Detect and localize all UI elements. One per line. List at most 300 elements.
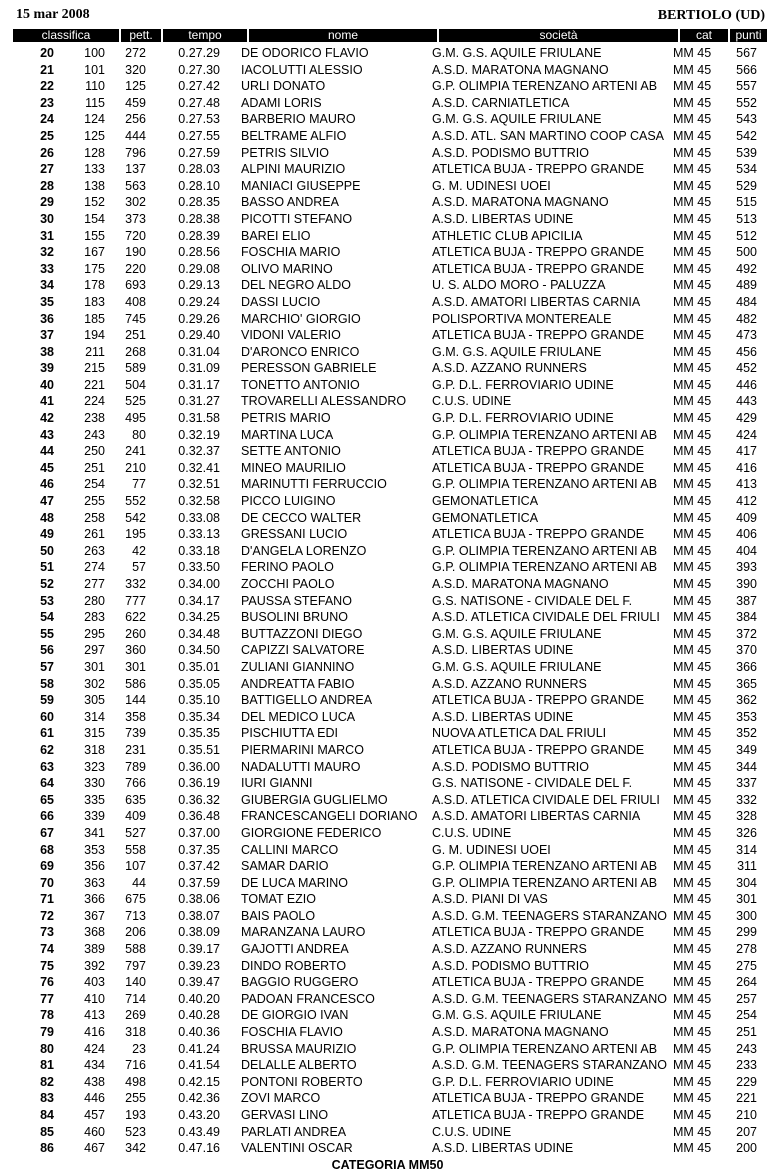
- category-cell: MM 45: [673, 875, 712, 890]
- time-cell: 0.28.03: [178, 162, 220, 177]
- time-cell: 0.37.59: [178, 875, 220, 890]
- category-cell: MM 45: [673, 311, 712, 326]
- club-cell: ATHLETIC CLUB APICILIA: [432, 228, 583, 243]
- club-cell: G.M. G.S. AQUILE FRIULANE: [432, 659, 602, 674]
- points-cell: 243: [736, 1041, 757, 1056]
- points-cell: 473: [736, 328, 757, 343]
- category-cell: MM 45: [673, 62, 712, 77]
- position-cell: 128: [84, 145, 105, 160]
- club-cell: A.S.D. PODISMO BUTTRIO: [432, 145, 589, 160]
- table-row: [0, 95, 775, 112]
- bib-cell: 796: [125, 145, 146, 160]
- name-cell: SETTE ANTONIO: [241, 444, 341, 459]
- points-cell: 233: [736, 1058, 757, 1073]
- rank-cell: 59: [40, 693, 54, 708]
- time-cell: 0.29.40: [178, 328, 220, 343]
- position-cell: 124: [84, 112, 105, 127]
- rank-cell: 64: [40, 776, 54, 791]
- rank-cell: 45: [40, 460, 54, 475]
- time-cell: 0.33.50: [178, 560, 220, 575]
- position-cell: 356: [84, 859, 105, 874]
- name-cell: PAUSSA STEFANO: [241, 593, 352, 608]
- position-cell: 353: [84, 842, 105, 857]
- rank-cell: 53: [40, 593, 54, 608]
- name-cell: ANDREATTA FABIO: [241, 676, 355, 691]
- bib-cell: 504: [125, 377, 146, 392]
- club-cell: NUOVA ATLETICA DAL FRIULI: [432, 726, 607, 741]
- points-cell: 404: [736, 543, 757, 558]
- bib-cell: 342: [125, 1141, 146, 1156]
- rank-cell: 39: [40, 361, 54, 376]
- rank-cell: 42: [40, 411, 54, 426]
- category-cell: MM 45: [673, 278, 712, 293]
- name-cell: PICCO LUIGINO: [241, 494, 336, 509]
- points-cell: 299: [736, 925, 757, 940]
- rank-cell: 65: [40, 792, 54, 807]
- bib-cell: 193: [125, 1108, 146, 1122]
- points-cell: 429: [736, 411, 757, 426]
- table-row: [0, 626, 775, 643]
- time-cell: 0.35.51: [178, 742, 220, 757]
- column-header-nome: nome: [248, 28, 438, 43]
- position-cell: 446: [84, 1091, 105, 1106]
- position-cell: 194: [84, 328, 105, 343]
- time-cell: 0.42.15: [178, 1074, 220, 1089]
- name-cell: BELTRAME ALFIO: [241, 128, 347, 143]
- category-cell: MM 45: [673, 742, 712, 757]
- club-cell: G.M. G.S. AQUILE FRIULANE: [432, 626, 602, 641]
- rank-cell: 38: [40, 344, 54, 359]
- category-cell: MM 45: [673, 859, 712, 874]
- table-row: [0, 410, 775, 427]
- points-cell: 326: [736, 825, 757, 840]
- bib-cell: 140: [125, 975, 146, 990]
- bib-cell: 241: [125, 444, 146, 459]
- position-cell: 457: [84, 1108, 105, 1122]
- rank-cell: 58: [40, 676, 54, 691]
- club-cell: A.S.D. AZZANO RUNNERS: [432, 942, 587, 957]
- name-cell: PONTONI ROBERTO: [241, 1074, 363, 1089]
- points-cell: 406: [736, 527, 757, 542]
- club-cell: G.M. G.S. AQUILE FRIULANE: [432, 344, 602, 359]
- bib-cell: 190: [125, 245, 146, 260]
- time-cell: 0.32.41: [178, 460, 220, 475]
- position-cell: 416: [84, 1025, 105, 1040]
- time-cell: 0.38.09: [178, 925, 220, 940]
- rank-cell: 31: [40, 228, 54, 243]
- table-row: [0, 941, 775, 958]
- rank-cell: 49: [40, 527, 54, 542]
- bib-cell: 739: [125, 726, 146, 741]
- time-cell: 0.34.00: [178, 577, 220, 591]
- position-cell: 110: [85, 79, 105, 94]
- column-header-punti: punti: [729, 28, 768, 43]
- time-cell: 0.27.30: [178, 62, 220, 77]
- points-cell: 264: [736, 975, 757, 990]
- category-cell: MM 45: [673, 195, 712, 210]
- table-row: [0, 62, 775, 79]
- points-cell: 542: [736, 128, 757, 143]
- name-cell: FOSCHIA FLAVIO: [241, 1025, 343, 1040]
- time-cell: 0.34.48: [178, 626, 220, 641]
- bib-cell: 542: [125, 510, 146, 525]
- position-cell: 243: [84, 427, 105, 442]
- table-row: [0, 228, 775, 245]
- position-cell: 335: [84, 792, 105, 807]
- rank-cell: 21: [40, 62, 54, 77]
- category-cell: MM 45: [673, 361, 712, 376]
- points-cell: 534: [736, 162, 757, 177]
- bib-cell: 563: [125, 178, 146, 193]
- points-cell: 337: [736, 776, 757, 791]
- position-cell: 302: [84, 676, 105, 691]
- club-cell: A.S.D. LIBERTAS UDINE: [432, 643, 574, 658]
- points-cell: 366: [736, 659, 757, 674]
- points-cell: 424: [736, 427, 757, 442]
- points-cell: 304: [736, 875, 757, 890]
- race-location: BERTIOLO (UD): [657, 8, 765, 23]
- club-cell: A.S.D. PODISMO BUTTRIO: [432, 759, 589, 774]
- club-cell: C.U.S. UDINE: [432, 825, 512, 840]
- position-cell: 155: [84, 228, 105, 243]
- rank-cell: 55: [40, 626, 54, 641]
- table-row: [0, 194, 775, 211]
- table-row: [0, 808, 775, 825]
- club-cell: ATLETICA BUJA - TREPPO GRANDE: [432, 742, 645, 757]
- name-cell: MINEO MAURILIO: [241, 460, 346, 475]
- time-cell: 0.37.35: [178, 842, 220, 857]
- table-row: [0, 974, 775, 991]
- points-cell: 332: [736, 792, 757, 807]
- column-header-classifica: classifica: [12, 28, 120, 43]
- rank-cell: 36: [40, 311, 54, 326]
- rank-cell: 37: [40, 328, 54, 343]
- points-cell: 353: [736, 709, 757, 724]
- rank-cell: 40: [40, 377, 54, 392]
- rank-cell: 27: [40, 162, 54, 177]
- position-cell: 183: [84, 294, 105, 309]
- bib-cell: 373: [125, 211, 146, 226]
- time-cell: 0.32.58: [178, 494, 220, 509]
- category-cell: MM 45: [673, 411, 712, 426]
- points-cell: 484: [736, 294, 757, 309]
- bib-cell: 320: [125, 62, 146, 77]
- time-cell: 0.35.01: [178, 659, 220, 674]
- name-cell: MARTINA LUCA: [241, 427, 334, 442]
- club-cell: GEMONATLETICA: [432, 494, 539, 509]
- bib-cell: 552: [125, 494, 146, 509]
- bib-cell: 588: [125, 942, 146, 957]
- rank-cell: 75: [40, 958, 54, 973]
- category-cell: MM 45: [673, 709, 712, 724]
- position-cell: 297: [84, 643, 105, 658]
- rank-cell: 73: [40, 925, 54, 940]
- table-row: [0, 692, 775, 709]
- name-cell: BAIS PAOLO: [241, 908, 316, 923]
- table-row: [0, 327, 775, 344]
- club-cell: A.S.D. PODISMO BUTTRIO: [432, 958, 589, 973]
- points-cell: 384: [736, 610, 757, 625]
- position-cell: 115: [85, 95, 105, 110]
- position-cell: 460: [84, 1124, 105, 1139]
- points-cell: 301: [736, 892, 757, 907]
- table-row: [0, 111, 775, 128]
- position-cell: 315: [84, 726, 105, 741]
- table-row: [0, 344, 775, 361]
- name-cell: GERVASI LINO: [241, 1108, 329, 1122]
- name-cell: MARINUTTI FERRUCCIO: [241, 477, 387, 492]
- table-row: [0, 360, 775, 377]
- bib-cell: 42: [132, 543, 146, 558]
- position-cell: 211: [85, 344, 105, 359]
- name-cell: CALLINI MARCO: [241, 842, 339, 857]
- time-cell: 0.38.06: [178, 892, 220, 907]
- points-cell: 200: [736, 1141, 757, 1156]
- name-cell: ZULIANI GIANNINO: [241, 659, 355, 674]
- category-cell: MM 45: [673, 1108, 712, 1122]
- category-cell: MM 45: [673, 825, 712, 840]
- points-cell: 443: [736, 394, 757, 409]
- rank-cell: 24: [40, 112, 54, 127]
- table-row: [0, 842, 775, 859]
- rank-cell: 82: [40, 1074, 54, 1089]
- table-row: [0, 891, 775, 908]
- time-cell: 0.37.42: [178, 859, 220, 874]
- points-cell: 275: [736, 958, 757, 973]
- time-cell: 0.42.36: [178, 1091, 220, 1106]
- name-cell: PISCHIUTTA EDI: [241, 726, 339, 741]
- time-cell: 0.40.36: [178, 1025, 220, 1040]
- category-cell: MM 45: [673, 1091, 712, 1106]
- points-cell: 393: [736, 560, 757, 575]
- table-row: [0, 792, 775, 809]
- position-cell: 467: [84, 1141, 105, 1156]
- rank-cell: 51: [40, 560, 54, 575]
- bib-cell: 586: [125, 676, 146, 691]
- table-row: [0, 609, 775, 626]
- time-cell: 0.27.42: [178, 79, 220, 94]
- table-row: [0, 676, 775, 693]
- rank-cell: 30: [40, 211, 54, 226]
- table-row: [0, 991, 775, 1008]
- club-cell: ATLETICA BUJA - TREPPO GRANDE: [432, 261, 645, 276]
- bib-cell: 789: [125, 759, 146, 774]
- time-cell: 0.35.35: [178, 726, 220, 741]
- bib-cell: 745: [125, 311, 146, 326]
- points-cell: 372: [736, 626, 757, 641]
- club-cell: A.S.D. ATL. SAN MARTINO COOP CASA: [432, 128, 665, 143]
- category-cell: MM 45: [673, 809, 712, 824]
- name-cell: GIORGIONE FEDERICO: [241, 825, 382, 840]
- club-cell: A.S.D. LIBERTAS UDINE: [432, 709, 574, 724]
- club-cell: ATLETICA BUJA - TREPPO GRANDE: [432, 1108, 645, 1122]
- category-cell: MM 45: [673, 79, 712, 94]
- name-cell: NADALUTTI MAURO: [241, 759, 361, 774]
- points-cell: 543: [736, 112, 757, 127]
- club-cell: A.S.D. LIBERTAS UDINE: [432, 1141, 574, 1156]
- position-cell: 341: [84, 825, 105, 840]
- rank-cell: 29: [40, 195, 54, 210]
- bib-cell: 125: [125, 79, 146, 94]
- club-cell: ATLETICA BUJA - TREPPO GRANDE: [432, 162, 645, 177]
- name-cell: VIDONI VALERIO: [241, 328, 341, 343]
- name-cell: VALENTINI OSCAR: [241, 1141, 353, 1156]
- table-row: [0, 1041, 775, 1058]
- name-cell: ZOCCHI PAOLO: [241, 577, 335, 591]
- bib-cell: 714: [125, 991, 146, 1006]
- rank-cell: 60: [40, 709, 54, 724]
- bib-cell: 332: [125, 577, 146, 591]
- rank-cell: 84: [40, 1108, 54, 1122]
- bib-cell: 44: [132, 875, 146, 890]
- time-cell: 0.36.19: [178, 776, 220, 791]
- time-cell: 0.31.27: [178, 394, 220, 409]
- category-cell: MM 45: [673, 95, 712, 110]
- bib-cell: 523: [125, 1124, 146, 1139]
- time-cell: 0.31.04: [178, 344, 220, 359]
- club-cell: G.M. G.S. AQUILE FRIULANE: [432, 46, 602, 60]
- category-cell: MM 45: [673, 128, 712, 143]
- time-cell: 0.27.55: [178, 128, 220, 143]
- table-row: [0, 277, 775, 294]
- rank-cell: 76: [40, 975, 54, 990]
- name-cell: DE CECCO WALTER: [241, 510, 362, 525]
- name-cell: URLI DONATO: [241, 79, 326, 94]
- name-cell: DE ODORICO FLAVIO: [241, 46, 369, 60]
- category-cell: MM 45: [673, 776, 712, 791]
- category-cell: MM 45: [673, 261, 712, 276]
- rank-cell: 62: [40, 742, 54, 757]
- category-cell: MM 45: [673, 560, 712, 575]
- time-cell: 0.37.00: [178, 825, 220, 840]
- rank-cell: 74: [40, 942, 54, 957]
- time-cell: 0.33.18: [178, 543, 220, 558]
- rank-cell: 54: [40, 610, 54, 625]
- category-cell: MM 45: [673, 178, 712, 193]
- table-row: [0, 642, 775, 659]
- time-cell: 0.34.25: [178, 610, 220, 625]
- bib-cell: 137: [125, 162, 146, 177]
- bib-cell: 107: [125, 859, 146, 874]
- time-cell: 0.43.20: [178, 1108, 220, 1122]
- points-cell: 311: [737, 859, 757, 874]
- category-cell: MM 45: [673, 1041, 712, 1056]
- category-cell: MM 45: [673, 394, 712, 409]
- page-header: [0, 0, 775, 28]
- time-cell: 0.38.07: [178, 908, 220, 923]
- position-cell: 133: [84, 162, 105, 177]
- club-cell: A.S.D. AMATORI LIBERTAS CARNIA: [432, 294, 641, 309]
- category-cell: MM 45: [673, 344, 712, 359]
- rank-cell: 61: [40, 726, 54, 741]
- category-cell: MM 45: [673, 577, 712, 591]
- name-cell: PETRIS MARIO: [241, 411, 331, 426]
- table-row: [0, 593, 775, 610]
- club-cell: ATLETICA BUJA - TREPPO GRANDE: [432, 328, 645, 343]
- club-cell: G.P. OLIMPIA TERENZANO ARTENI AB: [432, 560, 658, 575]
- category-cell: MM 45: [673, 145, 712, 160]
- points-cell: 387: [736, 593, 757, 608]
- club-cell: G.P. OLIMPIA TERENZANO ARTENI AB: [432, 543, 658, 558]
- bib-cell: 301: [125, 659, 146, 674]
- points-cell: 482: [736, 311, 757, 326]
- time-cell: 0.43.49: [178, 1124, 220, 1139]
- club-cell: G. M. UDINESI UOEI: [432, 178, 551, 193]
- position-cell: 238: [84, 411, 105, 426]
- table-row: [0, 725, 775, 742]
- points-cell: 567: [736, 46, 757, 60]
- position-cell: 258: [84, 510, 105, 525]
- name-cell: DE LUCA MARINO: [241, 875, 348, 890]
- rank-cell: 66: [40, 809, 54, 824]
- time-cell: 0.27.48: [178, 95, 220, 110]
- column-header-pett: pett.: [120, 28, 162, 43]
- name-cell: BARBERIO MAURO: [241, 112, 356, 127]
- points-cell: 349: [736, 742, 757, 757]
- table-row: [0, 211, 775, 228]
- category-footer: CATEGORIA MM50: [331, 1158, 444, 1172]
- name-cell: FRANCESCANGELI DORIANO: [241, 809, 418, 824]
- name-cell: DEL MEDICO LUCA: [241, 709, 356, 724]
- category-cell: MM 45: [673, 377, 712, 392]
- bib-cell: 272: [125, 46, 146, 60]
- time-cell: 0.32.51: [178, 477, 220, 492]
- table-row: [0, 543, 775, 560]
- table-row: [0, 510, 775, 527]
- category-cell: MM 45: [673, 975, 712, 990]
- position-cell: 215: [84, 361, 105, 376]
- name-cell: DASSI LUCIO: [241, 294, 321, 309]
- rank-cell: 34: [40, 278, 54, 293]
- table-row: [0, 958, 775, 975]
- position-cell: 403: [84, 975, 105, 990]
- club-cell: G.M. G.S. AQUILE FRIULANE: [432, 1008, 602, 1023]
- position-cell: 314: [84, 709, 105, 724]
- position-cell: 368: [84, 925, 105, 940]
- club-cell: A.S.D. CARNIATLETICA: [432, 95, 570, 110]
- time-cell: 0.28.38: [178, 211, 220, 226]
- name-cell: MANIACI GIUSEPPE: [241, 178, 361, 193]
- table-row: [0, 875, 775, 892]
- bib-cell: 459: [125, 95, 146, 110]
- name-cell: GIUBERGIA GUGLIELMO: [241, 792, 388, 807]
- rank-cell: 83: [40, 1091, 54, 1106]
- position-cell: 438: [84, 1074, 105, 1089]
- category-cell: MM 45: [673, 759, 712, 774]
- position-cell: 410: [84, 991, 105, 1006]
- position-cell: 323: [84, 759, 105, 774]
- name-cell: TROVARELLI ALESSANDRO: [241, 394, 407, 409]
- rank-cell: 28: [40, 178, 54, 193]
- name-cell: DE GIORGIO IVAN: [241, 1008, 349, 1023]
- rank-cell: 35: [40, 294, 54, 309]
- club-cell: ATLETICA BUJA - TREPPO GRANDE: [432, 693, 645, 708]
- club-cell: G.S. NATISONE - CIVIDALE DEL F.: [432, 776, 633, 791]
- club-cell: A.S.D. PIANI DI VAS: [432, 892, 548, 907]
- name-cell: DEL NEGRO ALDO: [241, 278, 351, 293]
- club-cell: A.S.D. G.M. TEENAGERS STARANZANO: [432, 908, 667, 923]
- bib-cell: 525: [125, 394, 146, 409]
- category-cell: MM 45: [673, 1074, 712, 1089]
- name-cell: ZOVI MARCO: [241, 1091, 321, 1106]
- column-header-cat: cat: [679, 28, 729, 43]
- points-cell: 513: [736, 211, 757, 226]
- bib-cell: 716: [125, 1058, 146, 1073]
- table-row: [0, 261, 775, 278]
- table-row: [0, 244, 775, 261]
- column-header-tempo: tempo: [162, 28, 248, 43]
- rank-cell: 47: [40, 494, 54, 509]
